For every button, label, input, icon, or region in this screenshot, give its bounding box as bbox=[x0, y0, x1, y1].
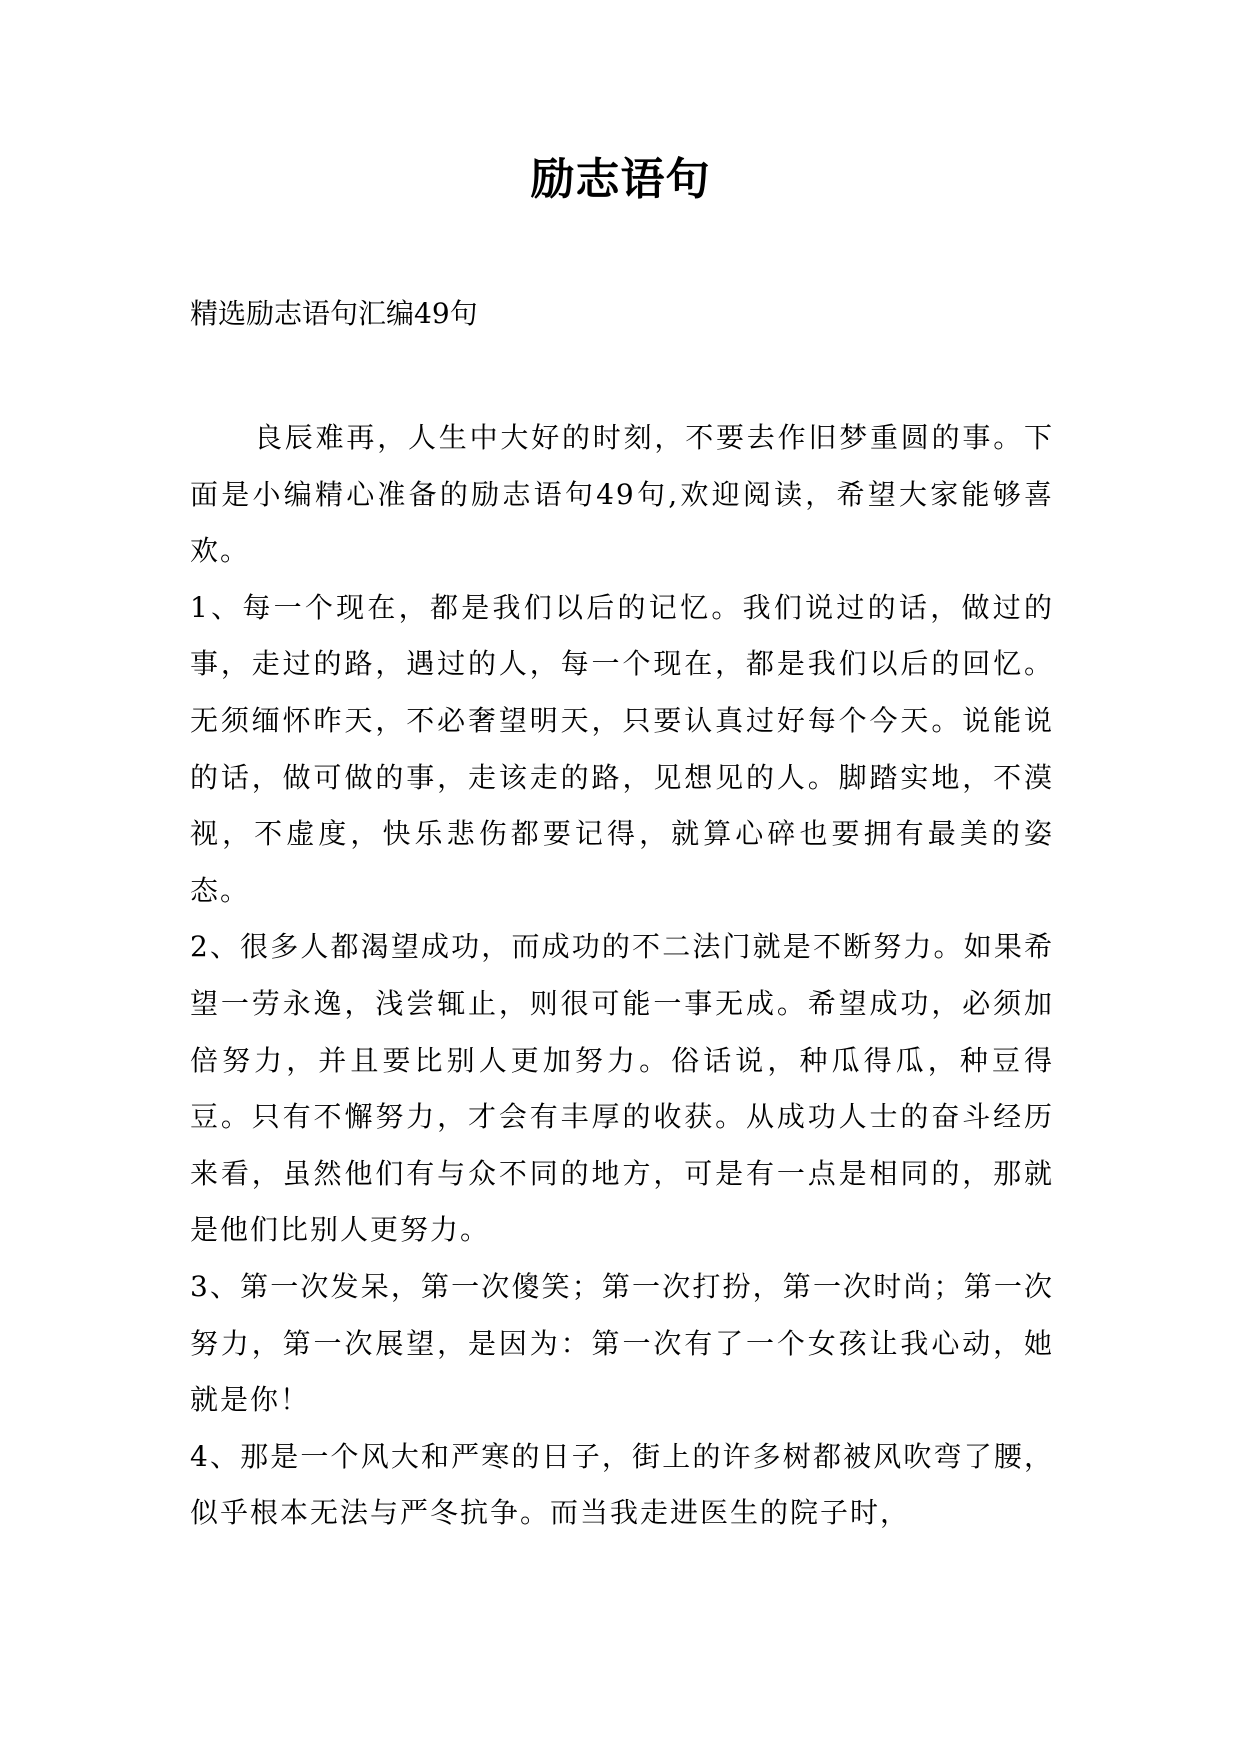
intro-paragraph: 良辰难再，人生中大好的时刻，不要去作旧梦重圆的事。下面是小编精心准备的励志语句49句,欢迎阅读，希望大家能够喜欢。 bbox=[190, 421, 1054, 568]
document-subtitle: 精选励志语句汇编49句 bbox=[190, 297, 478, 330]
quote-paragraph-4: 4、那是一个风大和严寒的日子，街上的许多树都被风吹弯了腰，似乎根本无法与严冬抗争。而当我走进医生的院子时， bbox=[190, 1439, 1054, 1530]
document-title: 励志语句 bbox=[530, 154, 711, 205]
quote-paragraph-2: 2、很多人都渴望成功，而成功的不二法门就是不断努力。如果希望一劳永逸，浅尝辄止，则很可能一事无成。希望成功，必须加倍努力，并且要比别人更加努力。俗话说，种瓜得瓜，种豆得豆。只有不懈努力，才会有丰厚的收获。从成功人士的奋斗经历来看，虽然他们有与众不同的地方，可是有一点是相同的，那就是他们比别人更努力。 bbox=[190, 930, 1054, 1247]
document-body bbox=[190, 410, 1054, 1542]
quote-paragraph-3: 3、第一次发呆，第一次傻笑；第一次打扮，第一次时尚；第一次努力，第一次展望，是因为：第一次有了一个女孩让我心动，她就是你！ bbox=[190, 1269, 1054, 1417]
quote-paragraph-1: 1、每一个现在，都是我们以后的记忆。我们说过的话，做过的事，走过的路，遇过的人，每一个现在，都是我们以后的回忆。无须缅怀昨天，不必奢望明天，只要认真过好每个今天。说能说的话，做可做的事，走该走的路，见想见的人。脚踏实地，不漠视，不虚度，快乐悲伤都要记得，就算心碎也要拥有最美的姿态。 bbox=[190, 590, 1054, 907]
